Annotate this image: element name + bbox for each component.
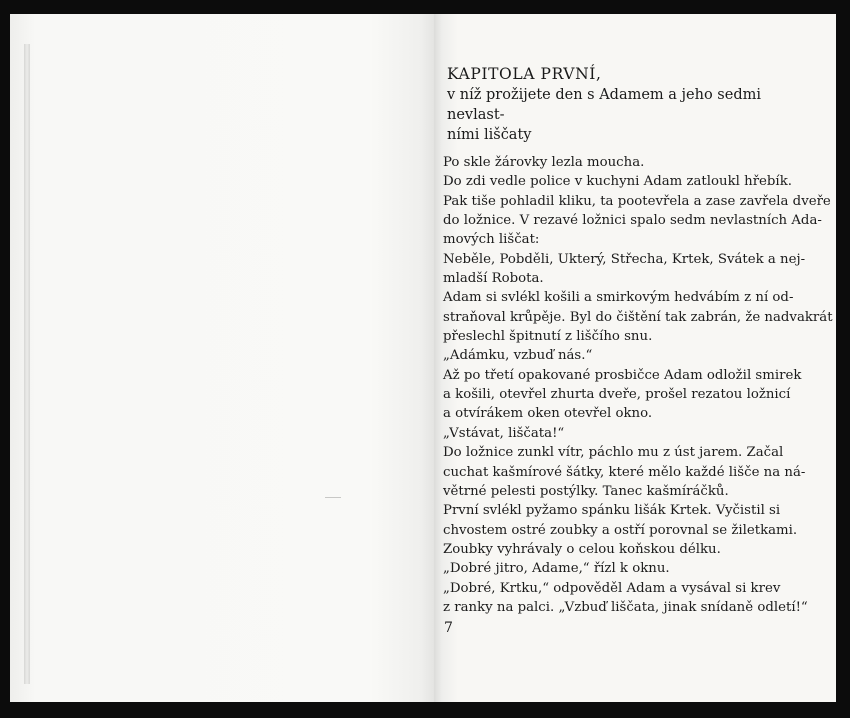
body-text-line: „Dobré, Krtku,“ odpověděl Adam a vysával si krev (443, 580, 781, 596)
body-text-line: větrné pelesti postýlky. Tanec kašmíráčků. (443, 483, 729, 499)
stray-mark (325, 497, 341, 498)
body-text-line: mladší Robota. (443, 271, 544, 287)
body-text-line: cuchat kašmírové šátky, které mělo každé lišče na ná- (443, 464, 806, 480)
page-edge-strip (24, 44, 30, 684)
body-text-line: mových liščat: (443, 232, 540, 248)
body-text-line: a otvírákem oken otevřel okno. (443, 406, 653, 422)
body-text-line: Zoubky vyhrávaly o celou koňskou délku. (443, 541, 721, 557)
chapter-subtitle-line: v níž prožijete den s Adamem a jeho sedmi nevlast- (447, 87, 761, 123)
body-text-line: Adam si svlékl košili a smirkovým hedvábím z ní od- (443, 290, 794, 306)
page-number: 7 (444, 620, 453, 636)
body-text-line: straňoval krůpěje. Byl do čištění tak zabrán, že nadvakrát (443, 309, 833, 325)
body-text-line: „Adámku, vzbuď nás.“ (443, 348, 593, 364)
body-text-line: První svlékl pyžamo spánku lišák Krtek. Vyčistil si (443, 503, 781, 519)
chapter-body-text (443, 153, 833, 617)
chapter-subtitle (447, 85, 787, 145)
body-text-line: Do ložnice zunkl vítr, páchlo mu z úst jarem. Začal (443, 445, 784, 461)
body-text-line: a košili, otevřel zhurta dveře, prošel rezatou ložnicí (443, 387, 791, 403)
body-text-line: z ranky na palci. „Vzbuď liščata, jinak snídaně odletí!“ (443, 599, 808, 615)
chapter-subtitle-line: ními liščaty (447, 127, 532, 143)
body-text-line: „Dobré jitro, Adame,“ řízl k oknu. (443, 561, 670, 577)
body-text-line: Pak tiše pohladil kliku, ta pootevřela a zase zavřela dveře (443, 193, 831, 209)
body-text-line: Do zdi vedle police v kuchyni Adam zatloukl hřebík. (443, 174, 792, 190)
body-text-line: Po skle žárovky lezla moucha. (443, 155, 645, 170)
chapter-heading (447, 64, 787, 145)
body-text-line: do ložnice. V rezavé ložnici spalo sedm nevlastních Ada- (443, 213, 822, 229)
body-text-line: chvostem ostré zoubky a ostří porovnal se žiletkami. (443, 522, 798, 538)
body-text-line: přeslechl špitnutí z liščího snu. (443, 329, 653, 345)
body-text-line: „Vstávat, liščata!“ (443, 425, 565, 441)
body-text-line: Až po třetí opakované prosbičce Adam odložil smirek (443, 367, 802, 383)
left-page (10, 14, 434, 702)
body-text-line: Neběle, Pobděli, Ukterý, Střecha, Krtek, Svátek a nej- (443, 251, 806, 267)
chapter-title: KAPITOLA PRVNÍ, (447, 65, 602, 83)
